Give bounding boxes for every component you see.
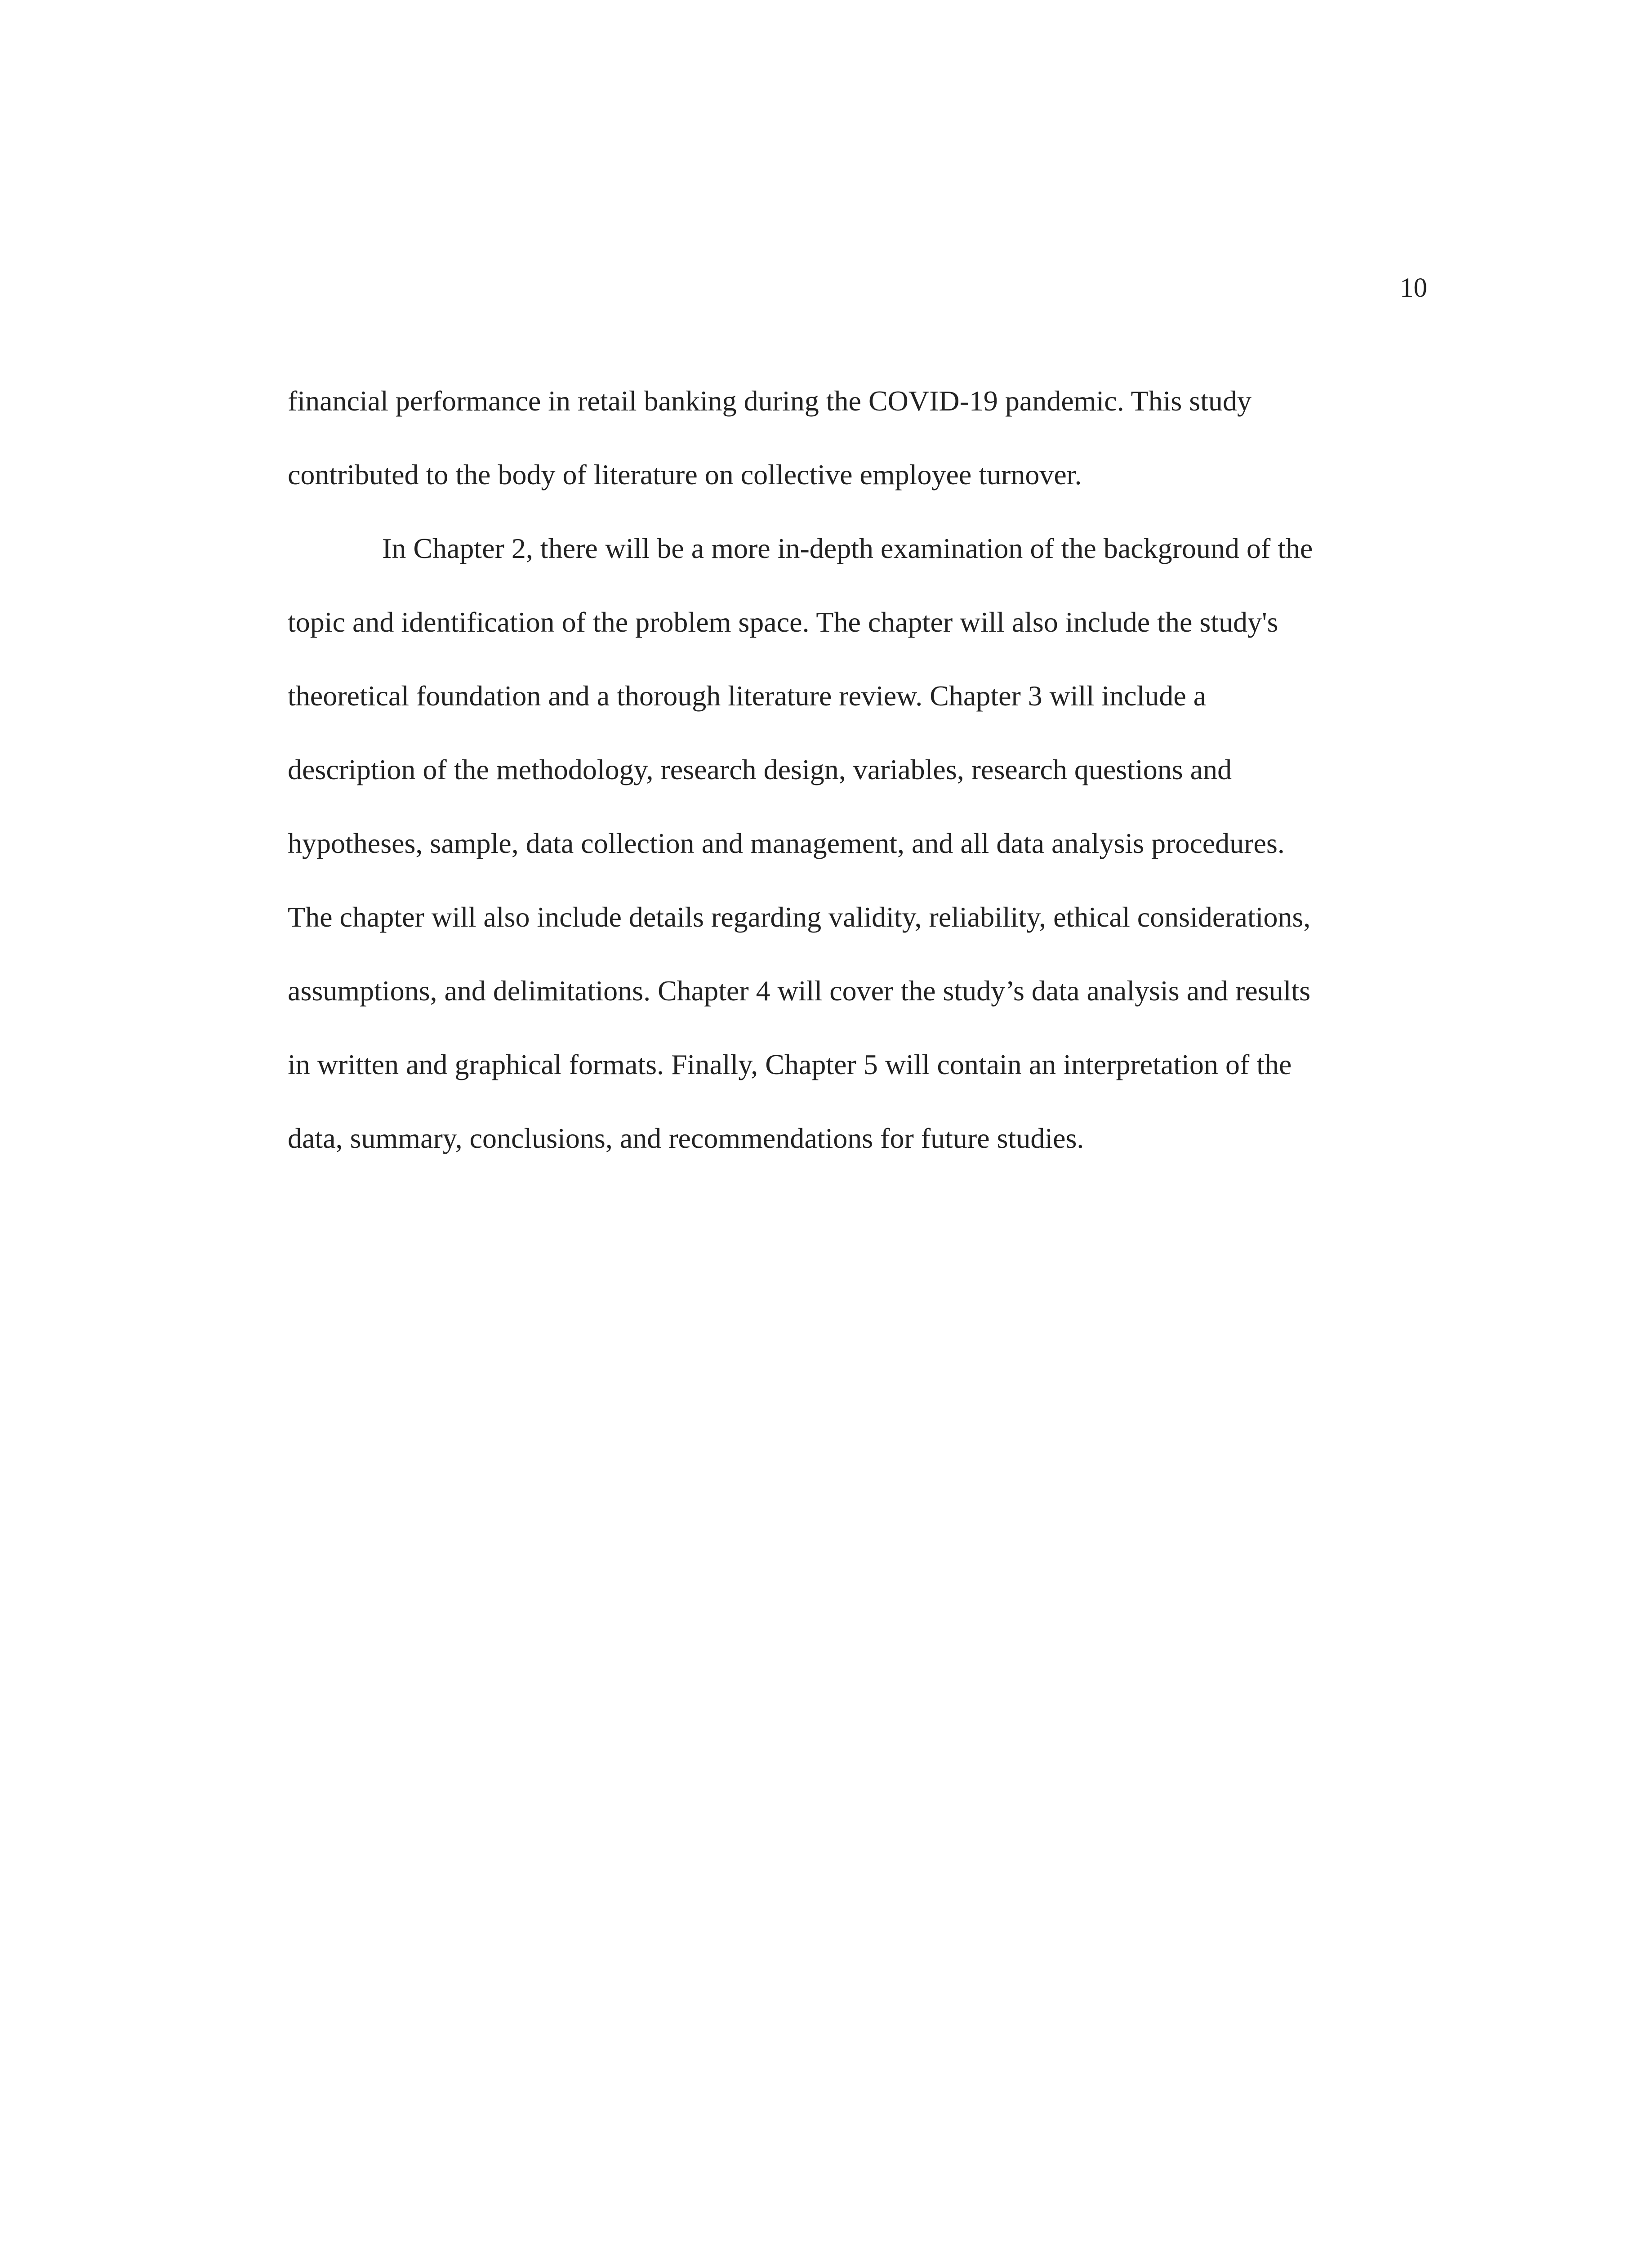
paragraph-line: hypotheses, sample, data collection and management, and all data analysis procedures. bbox=[288, 827, 1285, 859]
paragraph-line: assumptions, and delimitations. Chapter 4 will cover the study’s data analysis and results bbox=[288, 975, 1311, 1007]
paragraph-line: description of the methodology, research design, variables, research questions and bbox=[288, 754, 1232, 785]
paragraph-line: theoretical foundation and a thorough literature review. Chapter 3 will include a bbox=[288, 680, 1207, 712]
paragraph-line: financial performance in retail banking during the COVID-19 pandemic. This study bbox=[288, 385, 1251, 417]
body-text bbox=[288, 364, 1438, 1175]
paragraph-line: contributed to the body of literature on collective employee turnover. bbox=[288, 459, 1082, 491]
page-number: 10 bbox=[1400, 273, 1427, 303]
paragraph-line: The chapter will also include details regarding validity, reliability, ethical considerations, bbox=[288, 901, 1311, 933]
paragraph-line: topic and identification of the problem space. The chapter will also include the study's bbox=[288, 606, 1278, 638]
paragraph-line: in written and graphical formats. Finally, Chapter 5 will contain an interpretation of the bbox=[288, 1048, 1292, 1080]
paragraph-first-line: In Chapter 2, there will be a more in-depth examination of the background of the bbox=[382, 532, 1313, 564]
paragraph-line: data, summary, conclusions, and recommendations for future studies. bbox=[288, 1122, 1084, 1154]
